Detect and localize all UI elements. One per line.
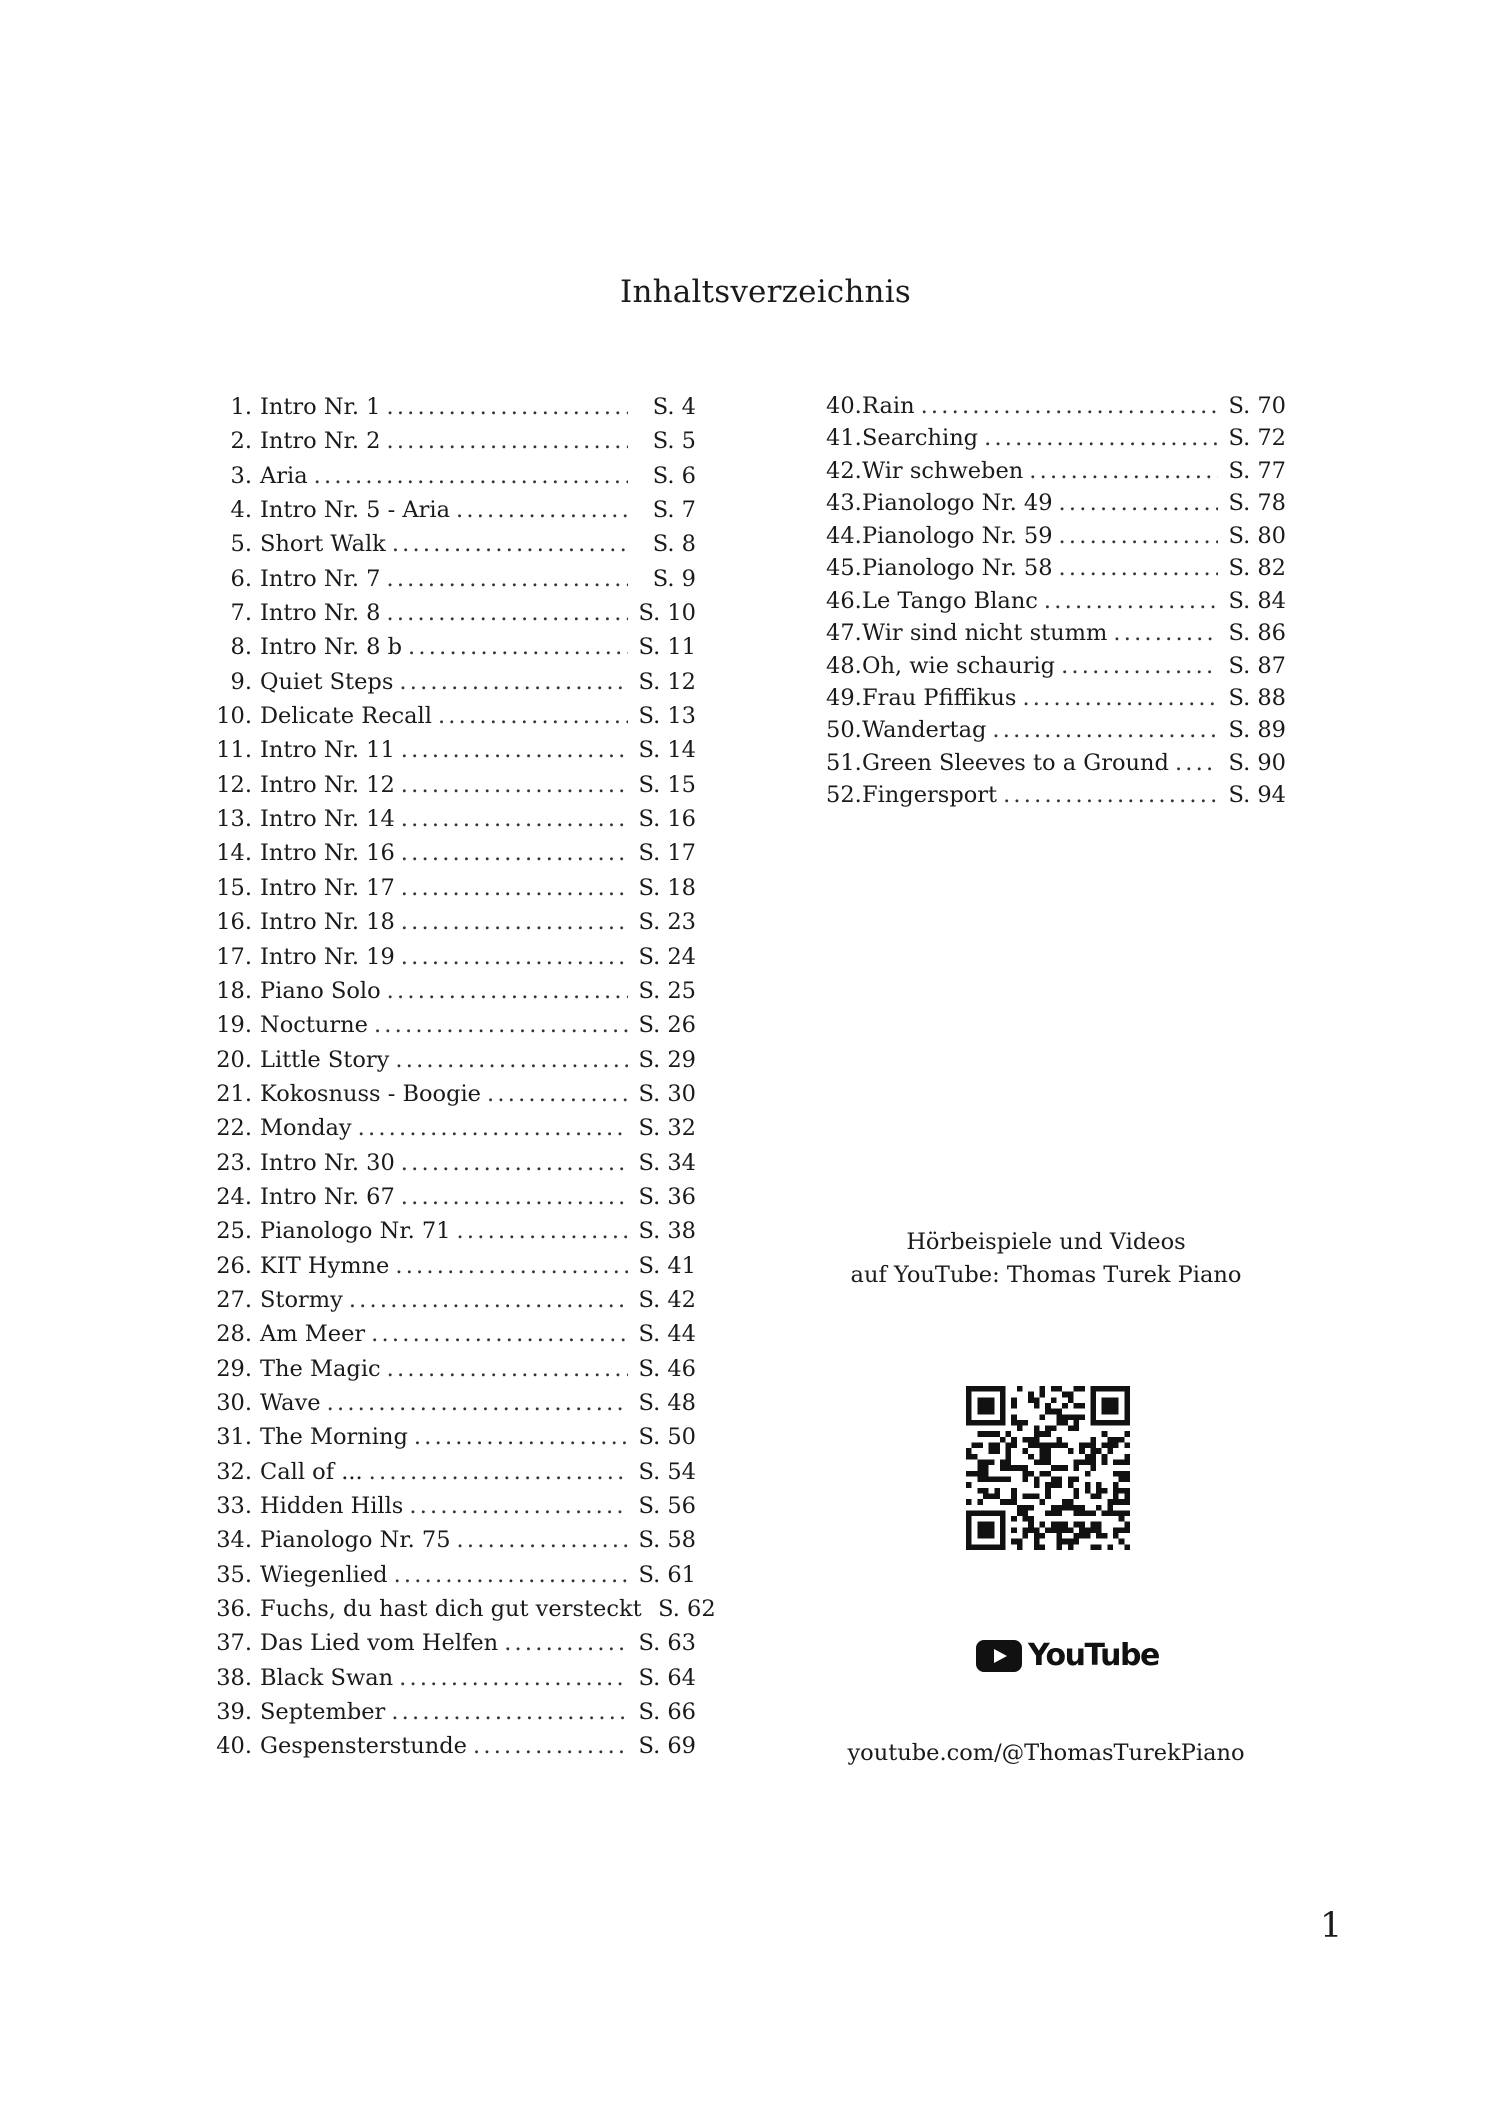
toc-entry-title: Call of ... xyxy=(260,1458,363,1485)
toc-entry-page: S. 82 xyxy=(1228,555,1286,582)
toc-entry[interactable] xyxy=(216,871,696,905)
dot-leader xyxy=(386,562,628,596)
toc-entry-title: Intro Nr. 16 xyxy=(260,840,395,867)
toc-entry-number: 25. xyxy=(216,1218,252,1245)
toc-entry-page: S. 64 xyxy=(638,1664,696,1691)
toc-entry-number: 17. xyxy=(216,943,252,970)
toc-entry-number: 21. xyxy=(216,1080,252,1107)
dot-leader xyxy=(438,699,628,733)
toc-entry-number: 42. xyxy=(826,457,862,484)
toc-entry-title: Rain xyxy=(862,393,915,419)
toc-entry-number: 40. xyxy=(216,1733,252,1760)
toc-entry-page: S. 10 xyxy=(638,600,696,627)
dot-leader xyxy=(386,390,628,424)
toc-entry-page: S. 66 xyxy=(638,1699,696,1726)
toc-entry-page: S. 8 xyxy=(652,531,696,558)
dot-leader xyxy=(401,940,628,974)
page-number: 1 xyxy=(1320,1906,1343,1946)
dot-leader xyxy=(401,768,628,802)
dot-leader xyxy=(401,733,628,767)
toc-entry-title: Wiegenlied xyxy=(260,1561,388,1588)
toc-entry-page: S. 25 xyxy=(638,977,696,1004)
toc-entry-number: 5. xyxy=(230,531,252,558)
toc-entry[interactable] xyxy=(216,974,696,1008)
toc-entry-page: S. 34 xyxy=(638,1149,696,1176)
toc-entry-number: 27. xyxy=(216,1286,252,1313)
toc-entry-title: Wir schweben xyxy=(862,457,1024,484)
toc-entry-number: 24. xyxy=(216,1183,252,1210)
toc-entry-title: Kokosnuss - Boogie xyxy=(260,1080,482,1107)
toc-entry[interactable] xyxy=(216,1008,696,1042)
toc-entry-number: 49. xyxy=(826,684,862,711)
toc-entry-title: Oh, wie schaurig xyxy=(862,652,1056,679)
toc-entry-title: Intro Nr. 67 xyxy=(260,1183,395,1210)
youtube-logo-icon[interactable] xyxy=(976,1636,1159,1674)
toc-entry[interactable] xyxy=(216,1180,696,1214)
toc-entry-number: 43. xyxy=(826,490,862,517)
toc-entry-number: 7. xyxy=(230,600,252,627)
toc-entry-title: KIT Hymne xyxy=(260,1252,390,1279)
dot-leader xyxy=(395,1249,628,1283)
toc-entry-title: Hidden Hills xyxy=(260,1493,404,1519)
toc-entry-title: The Magic xyxy=(260,1355,381,1382)
toc-entry[interactable] xyxy=(826,779,1286,811)
dot-leader xyxy=(408,630,628,664)
toc-entry-number: 30. xyxy=(216,1389,252,1416)
dot-leader xyxy=(1044,585,1218,617)
toc-entry-page: S. 9 xyxy=(652,565,696,592)
toc-entry-number: 22. xyxy=(216,1115,252,1142)
toc-entry-page: S. 15 xyxy=(638,771,696,798)
play-icon xyxy=(976,1640,1022,1672)
toc-entry[interactable] xyxy=(826,747,1286,779)
toc-entry-page: S. 5 xyxy=(652,428,696,455)
toc-entry-page: S. 29 xyxy=(638,1046,696,1073)
toc-entry-title: Frau Pfiffikus xyxy=(862,684,1017,711)
toc-entry-title: Quiet Steps xyxy=(260,668,394,695)
toc-entry[interactable] xyxy=(826,422,1286,454)
toc-entry-page: S. 61 xyxy=(638,1561,696,1588)
toc-entry-number: 4. xyxy=(230,497,252,524)
toc-entry-page: S. 44 xyxy=(638,1321,696,1348)
toc-entry-title: Little Story xyxy=(260,1046,390,1073)
youtube-hint-line2: auf YouTube: Thomas Turek Piano xyxy=(850,1262,1242,1288)
toc-entry-number: 50. xyxy=(826,717,862,744)
toc-entry[interactable] xyxy=(216,424,696,458)
toc-entry-number: 48. xyxy=(826,652,862,679)
toc-entry-title: Intro Nr. 18 xyxy=(260,909,395,936)
toc-entry-page: S. 78 xyxy=(1228,490,1286,517)
dot-leader xyxy=(473,1729,628,1763)
toc-entry-page: S. 62 xyxy=(658,1596,716,1623)
toc-entry[interactable] xyxy=(826,585,1286,617)
toc-entry-page: S. 54 xyxy=(638,1458,696,1485)
toc-entry-title: Pianologo Nr. 71 xyxy=(260,1218,451,1245)
dot-leader xyxy=(1022,682,1218,714)
dot-leader xyxy=(1113,617,1218,649)
toc-entry[interactable] xyxy=(216,1111,696,1145)
toc-entry-page: S. 42 xyxy=(638,1286,696,1313)
dot-leader xyxy=(414,1420,628,1454)
toc-entry-title: Intro Nr. 11 xyxy=(260,737,395,764)
toc-entry-title: Intro Nr. 2 xyxy=(260,428,381,455)
toc-entry[interactable] xyxy=(826,390,1286,422)
toc-entry[interactable] xyxy=(826,487,1286,519)
toc-entry-title: Das Lied vom Helfen xyxy=(260,1630,499,1657)
toc-entry[interactable] xyxy=(216,1558,696,1592)
toc-entry-title: Pianologo Nr. 59 xyxy=(862,522,1053,549)
toc-entry-page: S. 90 xyxy=(1228,749,1286,776)
toc-entry-number: 1. xyxy=(230,394,252,420)
toc-entry[interactable] xyxy=(216,1352,696,1386)
toc-entry-number: 52. xyxy=(826,782,862,809)
dot-leader xyxy=(456,493,628,527)
toc-entry-number: 8. xyxy=(230,634,252,661)
toc-entry-page: S. 16 xyxy=(638,806,696,833)
qr-code-icon[interactable] xyxy=(966,1386,1130,1550)
toc-entry-title: Intro Nr. 19 xyxy=(260,943,395,970)
toc-entry[interactable] xyxy=(216,527,696,561)
toc-entry-number: 31. xyxy=(216,1424,252,1451)
dot-leader xyxy=(386,596,628,630)
toc-entry-number: 13. xyxy=(216,806,252,833)
dot-leader xyxy=(401,871,628,905)
toc-entry-title: Green Sleeves to a Ground xyxy=(862,749,1169,776)
toc-entry-page: S. 46 xyxy=(638,1355,696,1382)
toc-entry[interactable] xyxy=(826,650,1286,682)
toc-entry-page: S. 80 xyxy=(1228,522,1286,549)
toc-entry-title: Nocturne xyxy=(260,1012,368,1039)
toc-entry[interactable] xyxy=(216,1146,696,1180)
toc-entry-page: S. 50 xyxy=(638,1424,696,1451)
toc-entry-number: 18. xyxy=(216,977,252,1004)
toc-entry-number: 38. xyxy=(216,1664,252,1691)
toc-entry-title: Gespensterstunde xyxy=(260,1733,467,1760)
dot-leader xyxy=(1003,779,1218,811)
toc-entry-title: Black Swan xyxy=(260,1664,394,1691)
toc-entry[interactable] xyxy=(216,1695,696,1729)
toc-entry-page: S. 30 xyxy=(638,1080,696,1107)
toc-entry-page: S. 87 xyxy=(1228,652,1286,679)
toc-entry[interactable] xyxy=(216,493,696,527)
toc-entry-title: Am Meer xyxy=(260,1321,366,1348)
toc-entry-number: 36. xyxy=(216,1596,252,1623)
toc-entry-page: S. 6 xyxy=(652,462,696,489)
toc-entry[interactable] xyxy=(216,1249,696,1283)
toc-entry-number: 44. xyxy=(826,522,862,549)
toc-entry-number: 51. xyxy=(826,749,862,776)
toc-entry-page: S. 63 xyxy=(638,1630,696,1657)
dot-leader xyxy=(1029,455,1218,487)
toc-entry-number: 40. xyxy=(826,393,862,419)
toc-entry[interactable] xyxy=(826,714,1286,746)
dot-leader xyxy=(1175,747,1218,779)
toc-entry-title: Piano Solo xyxy=(260,977,381,1004)
toc-entry-title: Pianologo Nr. 58 xyxy=(862,555,1053,582)
toc-entry-number: 10. xyxy=(216,703,252,730)
youtube-url[interactable]: youtube.com/@ThomasTurekPiano xyxy=(847,1740,1245,1766)
dot-leader xyxy=(1059,487,1218,519)
toc-entry[interactable] xyxy=(216,1214,696,1248)
toc-entry-number: 34. xyxy=(216,1527,252,1554)
toc-entry-page: S. 23 xyxy=(638,909,696,936)
toc-entry-page: S. 89 xyxy=(1228,717,1286,744)
toc-entry-page: S. 86 xyxy=(1228,620,1286,647)
dot-leader xyxy=(504,1626,628,1660)
toc-entry-page: S. 94 xyxy=(1228,782,1286,809)
toc-entry-number: 15. xyxy=(216,874,252,901)
toc-entry[interactable] xyxy=(216,630,696,664)
dot-leader xyxy=(1061,650,1218,682)
toc-entry[interactable] xyxy=(216,905,696,939)
toc-right-column xyxy=(826,390,1286,812)
dot-leader xyxy=(391,1695,628,1729)
toc-entry-page: S. 7 xyxy=(652,497,696,524)
toc-entry[interactable] xyxy=(216,940,696,974)
toc-entry[interactable] xyxy=(216,733,696,767)
toc-entry-title: Wave xyxy=(260,1389,321,1416)
toc-entry[interactable] xyxy=(216,802,696,836)
toc-entry[interactable] xyxy=(216,1283,696,1317)
toc-entry-page: S. 58 xyxy=(638,1527,696,1554)
toc-entry[interactable] xyxy=(216,1043,696,1077)
toc-entry-title: Le Tango Blanc xyxy=(862,587,1038,614)
toc-entry-title: Intro Nr. 12 xyxy=(260,771,395,798)
dot-leader xyxy=(399,1661,628,1695)
toc-entry-title: Wandertag xyxy=(862,717,987,744)
dot-leader xyxy=(401,802,628,836)
toc-entry[interactable] xyxy=(216,1489,696,1523)
toc-entry-number: 46. xyxy=(826,587,862,614)
toc-entry[interactable] xyxy=(826,617,1286,649)
toc-entry[interactable] xyxy=(826,552,1286,584)
toc-entry[interactable] xyxy=(216,1455,696,1489)
toc-entry-number: 32. xyxy=(216,1458,252,1485)
youtube-logo-text: YouTube xyxy=(1028,1638,1159,1673)
dot-leader xyxy=(984,422,1218,454)
toc-entry[interactable] xyxy=(216,1420,696,1454)
dot-leader xyxy=(374,1008,628,1042)
dot-leader xyxy=(992,714,1218,746)
toc-entry-number: 28. xyxy=(216,1321,252,1348)
toc-entry-title: Intro Nr. 17 xyxy=(260,874,395,901)
toc-entry[interactable] xyxy=(216,562,696,596)
dot-leader xyxy=(371,1317,628,1351)
toc-entry[interactable] xyxy=(216,1386,696,1420)
toc-entry-page: S. 26 xyxy=(638,1012,696,1039)
dot-leader xyxy=(399,665,628,699)
toc-entry[interactable] xyxy=(216,1592,716,1626)
toc-entry-title: Intro Nr. 5 - Aria xyxy=(260,497,450,524)
toc-entry-page: S. 18 xyxy=(638,874,696,901)
toc-entry-page: S. 72 xyxy=(1228,425,1286,452)
toc-entry[interactable] xyxy=(826,520,1286,552)
toc-entry[interactable] xyxy=(216,596,696,630)
toc-entry-number: 29. xyxy=(216,1355,252,1382)
toc-entry[interactable] xyxy=(216,1077,696,1111)
toc-entry-title: Short Walk xyxy=(260,531,386,558)
dot-leader xyxy=(401,1180,628,1214)
toc-entry[interactable] xyxy=(216,699,696,733)
toc-entry-number: 14. xyxy=(216,840,252,867)
toc-entry-number: 33. xyxy=(216,1493,252,1519)
toc-entry[interactable] xyxy=(216,1729,696,1763)
dot-leader xyxy=(369,1455,628,1489)
dot-leader xyxy=(387,974,628,1008)
toc-entry-title: Fuchs, du hast dich gut versteckt xyxy=(260,1596,642,1623)
toc-entry-number: 35. xyxy=(216,1561,252,1588)
toc-entry-page: S. 32 xyxy=(638,1115,696,1142)
toc-entry-page: S. 84 xyxy=(1228,587,1286,614)
toc-entry-number: 6. xyxy=(230,565,252,592)
toc-entry-number: 11. xyxy=(216,737,252,764)
dot-leader xyxy=(487,1077,628,1111)
toc-entry-title: Intro Nr. 14 xyxy=(260,806,395,833)
youtube-hint xyxy=(826,1226,1266,1292)
dot-leader xyxy=(409,1489,628,1523)
toc-entry-page: S. 77 xyxy=(1228,457,1286,484)
toc-entry-title: Searching xyxy=(862,425,979,452)
toc-entry-title: Intro Nr. 30 xyxy=(260,1149,395,1176)
toc-entry-number: 26. xyxy=(216,1252,252,1279)
toc-entry-number: 19. xyxy=(216,1012,252,1039)
toc-entry[interactable] xyxy=(826,682,1286,714)
toc-entry[interactable] xyxy=(216,1317,696,1351)
dot-leader xyxy=(392,527,628,561)
toc-entry-page: S. 13 xyxy=(638,703,696,730)
toc-entry-title: The Morning xyxy=(260,1424,408,1451)
toc-entry-page: S. 41 xyxy=(638,1252,696,1279)
toc-entry-title: September xyxy=(260,1699,386,1726)
toc-entry-title: Fingersport xyxy=(862,782,998,809)
toc-entry-title: Aria xyxy=(260,462,308,489)
toc-entry-title: Intro Nr. 7 xyxy=(260,565,381,592)
toc-entry-number: 23. xyxy=(216,1149,252,1176)
dot-leader xyxy=(1059,520,1218,552)
dot-leader xyxy=(387,1352,628,1386)
toc-entry[interactable] xyxy=(216,459,696,493)
toc-entry-title: Pianologo Nr. 75 xyxy=(260,1527,451,1554)
toc-entry-number: 45. xyxy=(826,555,862,582)
toc-entry-page: S. 88 xyxy=(1228,684,1286,711)
toc-entry-number: 47. xyxy=(826,620,862,647)
toc-entry-title: Pianologo Nr. 49 xyxy=(862,490,1053,517)
toc-entry-title: Delicate Recall xyxy=(260,703,432,730)
toc-entry-title: Stormy xyxy=(260,1286,343,1313)
toc-left-column xyxy=(216,390,716,1764)
toc-entry-page: S. 69 xyxy=(638,1733,696,1760)
toc-entry-title: Intro Nr. 8 b xyxy=(260,634,403,661)
toc-entry[interactable] xyxy=(216,768,696,802)
toc-entry-number: 3. xyxy=(230,462,252,489)
toc-entry-page: S. 17 xyxy=(638,840,696,867)
dot-leader xyxy=(401,836,628,870)
toc-entry-title: Wir sind nicht stumm xyxy=(862,620,1108,647)
dot-leader xyxy=(401,1146,628,1180)
toc-entry-number: 41. xyxy=(826,425,862,452)
dot-leader xyxy=(394,1558,628,1592)
toc-entry-page: S. 36 xyxy=(638,1183,696,1210)
toc-entry-number: 12. xyxy=(216,771,252,798)
toc-entry-title: Monday xyxy=(260,1115,352,1142)
toc-entry[interactable] xyxy=(826,455,1286,487)
toc-entry-page: S. 24 xyxy=(638,943,696,970)
page-title: Inhaltsverzeichnis xyxy=(620,274,911,310)
dot-leader xyxy=(1059,552,1218,584)
toc-entry-title: Intro Nr. 1 xyxy=(260,394,381,420)
toc-entry-number: 9. xyxy=(230,668,252,695)
toc-entry-page: S. 38 xyxy=(638,1218,696,1245)
toc-entry[interactable] xyxy=(216,665,696,699)
toc-entry[interactable] xyxy=(216,836,696,870)
dot-leader xyxy=(921,390,1218,422)
toc-entry-page: S. 70 xyxy=(1228,393,1286,419)
toc-entry-page: S. 12 xyxy=(638,668,696,695)
dot-leader xyxy=(327,1386,628,1420)
dot-leader xyxy=(358,1111,628,1145)
dot-leader xyxy=(314,459,628,493)
dot-leader xyxy=(457,1214,628,1248)
toc-entry-number: 20. xyxy=(216,1046,252,1073)
youtube-hint-line1: Hörbeispiele und Videos xyxy=(906,1229,1186,1255)
dot-leader xyxy=(386,424,628,458)
dot-leader xyxy=(349,1283,628,1317)
toc-entry-page: S. 48 xyxy=(638,1389,696,1416)
dot-leader xyxy=(401,905,628,939)
toc-entry-number: 2. xyxy=(230,428,252,455)
toc-entry[interactable] xyxy=(216,1661,696,1695)
toc-entry-page: S. 4 xyxy=(652,394,696,420)
toc-entry[interactable] xyxy=(216,1523,696,1557)
dot-leader xyxy=(457,1523,628,1557)
toc-entry-number: 39. xyxy=(216,1699,252,1726)
toc-entry[interactable] xyxy=(216,1626,696,1660)
toc-entry-page: S. 11 xyxy=(638,634,696,661)
toc-entry[interactable] xyxy=(216,390,696,424)
toc-entry-title: Intro Nr. 8 xyxy=(260,600,381,627)
toc-entry-page: S. 14 xyxy=(638,737,696,764)
toc-entry-page: S. 56 xyxy=(638,1493,696,1519)
toc-entry-number: 37. xyxy=(216,1630,252,1657)
dot-leader xyxy=(395,1043,628,1077)
toc-entry-number: 16. xyxy=(216,909,252,936)
